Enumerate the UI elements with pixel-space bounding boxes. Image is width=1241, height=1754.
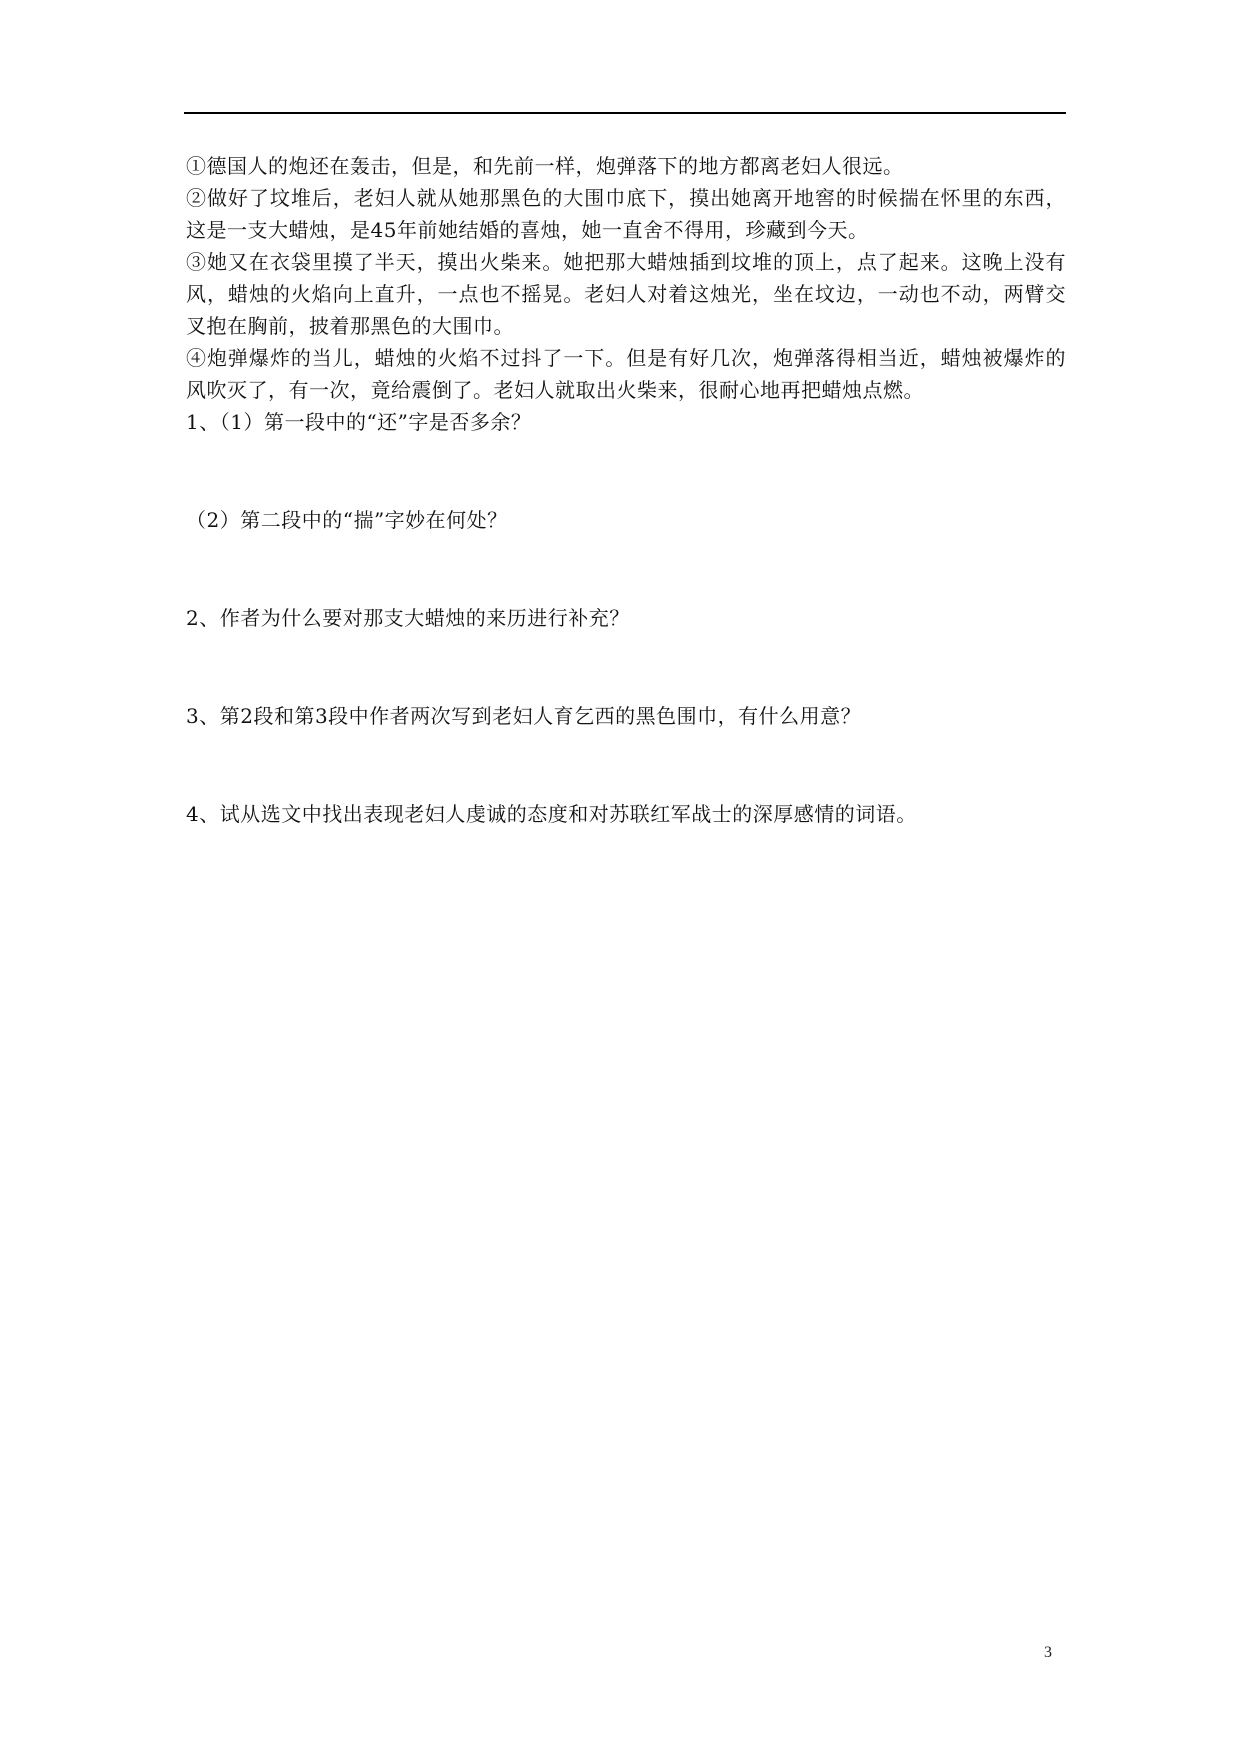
question-1-part-1: 1、（1）第一段中的“还”字是否多余？ (186, 410, 532, 434)
passage-paragraph-1: ①德国人的炮还在轰击，但是，和先前一样，炮弹落下的地方都离老妇人很远。 (186, 154, 904, 178)
header-rule (184, 112, 1066, 114)
question-1-part-2: （2）第二段中的“揣”字妙在何处？ (186, 508, 508, 532)
passage-paragraph-2: ②做好了坟堆后，老妇人就从她那黑色的大围巾底下，摸出她离开地窖的时候揣在怀里的东西，这是一支大蜡烛，是45年前她结婚的喜烛，她一直舍不得用，珍藏到今天。 (186, 186, 1066, 242)
page-number: 3 (1044, 1644, 1052, 1661)
question-3: 3、第2段和第3段中作者两次写到老妇人育乞西的黑色围巾，有什么用意？ (186, 704, 862, 728)
worksheet-content (186, 150, 1066, 830)
question-4: 4、试从选文中找出表现老妇人虔诚的态度和对苏联红军战士的深厚感情的词语。 (186, 802, 917, 826)
passage-paragraph-4: ④炮弹爆炸的当儿，蜡烛的火焰不过抖了一下。但是有好几次，炮弹落得相当近，蜡烛被爆炸的风吹灭了，有一次，竟给震倒了。老妇人就取出火柴来，很耐心地再把蜡烛点燃。 (186, 346, 1066, 402)
question-2: 2、作者为什么要对那支大蜡烛的来历进行补充？ (186, 606, 630, 630)
passage-paragraph-3: ③她又在衣袋里摸了半天，摸出火柴来。她把那大蜡烛插到坟堆的顶上，点了起来。这晚上没有风，蜡烛的火焰向上直升，一点也不摇晃。老妇人对着这烛光，坐在坟边，一动也不动，两臂交叉抱在胸前，披着那黑色的大围巾。 (186, 250, 1066, 338)
